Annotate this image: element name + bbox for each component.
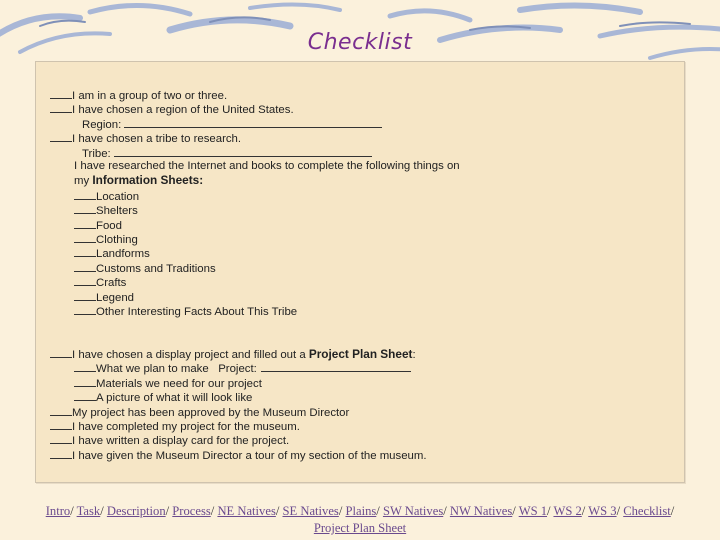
page-title: Checklist: [307, 30, 413, 55]
nav-separator: /: [547, 504, 551, 518]
checklist-item-project: I have chosen a display project and filled out a Project Plan Sheet:: [50, 347, 416, 362]
topic-item: Crafts: [74, 275, 126, 290]
nav-separator: /: [376, 504, 380, 518]
checklist-item-display-card: I have written a display card for the project.: [50, 433, 289, 448]
nav-separator: /: [581, 504, 586, 518]
topic-item: Landforms: [74, 246, 150, 261]
checklist-item-region: I have chosen a region of the United States.: [50, 102, 294, 117]
nav-link-se-natives[interactable]: SE Natives: [282, 504, 339, 518]
nav-separator: /: [616, 504, 621, 518]
checklist-item-approved: My project has been approved by the Museum Director: [50, 405, 349, 420]
plan-item-picture: A picture of what it will look like: [74, 390, 252, 405]
topic-item: Clothing: [74, 232, 138, 247]
nav-separator: /: [338, 504, 343, 518]
nav-link-sw-natives[interactable]: SW Natives: [382, 504, 444, 518]
nav-separator: /: [100, 504, 104, 518]
checklist-item-tribe: I have chosen a tribe to research.: [50, 131, 241, 146]
nav-separator: /: [165, 504, 170, 518]
nav-separator: /: [70, 504, 74, 518]
topic-item: Customs and Traditions: [74, 261, 216, 276]
nav-link-plains[interactable]: Plains: [345, 504, 377, 518]
topic-item: Shelters: [74, 203, 138, 218]
region-field: Region:: [82, 117, 382, 132]
research-continued: my Information Sheets:: [74, 173, 204, 188]
bottom-navigation: [0, 503, 720, 537]
checklist-item-tour: I have given the Museum Director a tour of my section of the museum.: [50, 448, 427, 463]
nav-separator: /: [512, 504, 516, 518]
topic-item: Legend: [74, 290, 134, 305]
nav-separator: /: [275, 504, 280, 518]
checklist-item-completed: I have completed my project for the museum.: [50, 419, 300, 434]
nav-link-ne-natives[interactable]: NE Natives: [217, 504, 276, 518]
checklist-item-research: I have researched the Internet and books to complete the following things on: [74, 160, 460, 172]
nav-link-description[interactable]: Description: [106, 504, 166, 518]
plan-item-materials: Materials we need for our project: [74, 376, 262, 391]
nav-link-nw-natives[interactable]: NW Natives: [449, 504, 513, 518]
topic-item: Other Interesting Facts About This Tribe: [74, 304, 297, 319]
nav-link-ws-2[interactable]: WS 2: [553, 504, 582, 518]
project-plan-sheet-label: Project Plan Sheet: [308, 347, 413, 361]
nav-separator: /: [443, 504, 447, 518]
topic-item: Food: [74, 218, 122, 233]
information-sheets-label: Information Sheets:: [92, 173, 204, 188]
nav-link-task[interactable]: Task: [76, 504, 101, 518]
tribe-field: Tribe:: [82, 146, 372, 161]
nav-link-checklist[interactable]: Checklist: [623, 504, 671, 518]
topic-item: Location: [74, 189, 139, 204]
nav-link-process[interactable]: Process: [172, 504, 211, 518]
nav-link-ws-3[interactable]: WS 3: [588, 504, 617, 518]
nav-separator: /: [210, 504, 215, 518]
checklist-item-group: I am in a group of two or three.: [50, 88, 227, 103]
nav-link-ws-1[interactable]: WS 1: [518, 504, 548, 518]
plan-item-what: What we plan to make Project:: [74, 361, 411, 376]
nav-link-project-plan-sheet[interactable]: Project Plan Sheet: [313, 521, 407, 535]
nav-link-intro[interactable]: Intro: [45, 504, 71, 518]
nav-separator: /: [670, 504, 675, 518]
